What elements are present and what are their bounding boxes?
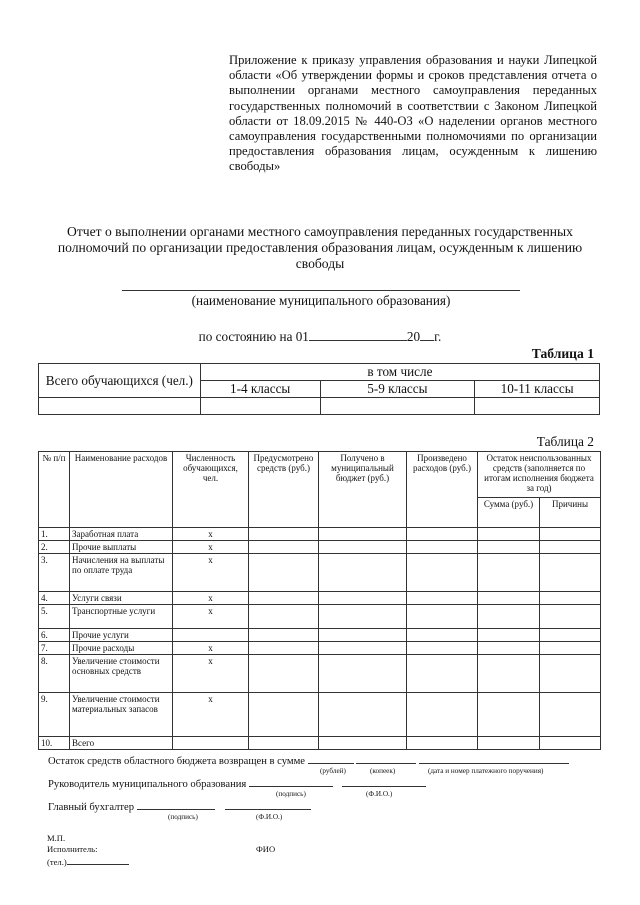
- received-cell[interactable]: [319, 655, 407, 693]
- phone-field[interactable]: [67, 855, 129, 865]
- accountant-line: [48, 800, 311, 813]
- planned-cell[interactable]: [249, 642, 319, 655]
- grade-header: 5-9 классы: [320, 381, 475, 398]
- rub-field[interactable]: [308, 754, 354, 764]
- stamp-mark: М.П.: [47, 833, 66, 843]
- sum-cell[interactable]: [478, 541, 540, 554]
- phone-label: (тел.): [47, 857, 67, 867]
- grade-cell[interactable]: [475, 398, 600, 415]
- spent-cell[interactable]: [407, 592, 478, 605]
- accountant-fio-field[interactable]: [225, 800, 311, 810]
- row-name: Всего: [70, 737, 173, 750]
- planned-cell[interactable]: [249, 605, 319, 629]
- payment-caption: (дата и номер платежного поручения): [428, 767, 544, 775]
- sum-cell[interactable]: [478, 554, 540, 592]
- row-name: Заработная плата: [70, 528, 173, 541]
- table2-caption: Таблица 2: [536, 434, 594, 449]
- accountant-fio-caption: (Ф.И.О.): [256, 813, 283, 821]
- head-signature-field[interactable]: [249, 777, 333, 787]
- row-name: Увеличение стоимости материальных запасов: [70, 693, 173, 737]
- row-num: 1.: [39, 528, 70, 541]
- header-planned: Предусмотрено средств (руб.): [249, 452, 319, 528]
- row-mark: х: [173, 554, 249, 592]
- planned-cell[interactable]: [249, 554, 319, 592]
- payment-field[interactable]: [419, 754, 569, 764]
- municipality-line[interactable]: [122, 290, 520, 291]
- received-cell[interactable]: [319, 554, 407, 592]
- as-of-year-prefix: 20: [406, 329, 421, 344]
- planned-cell[interactable]: [249, 629, 319, 642]
- executor-fio-label: ФИО: [256, 844, 276, 854]
- spent-cell[interactable]: [407, 541, 478, 554]
- row-num: 2.: [39, 541, 70, 554]
- header-received: Получено в муниципальный бюджет (руб.): [319, 452, 407, 528]
- planned-cell[interactable]: [249, 528, 319, 541]
- row-mark: х: [173, 642, 249, 655]
- reasons-cell[interactable]: [540, 629, 601, 642]
- returned-text: Остаток средств областного бюджета возвращен в сумме: [48, 756, 306, 767]
- appendix-text: Приложение к приказу управления образования и науки Липецкой области «Об утверждении формы и сроков представления отчета о выполнении органами местного самоуправления переданных государственных полномочий в соответствии с Законом Липецкой области от 18.09.2015 № 440-ОЗ «О наделении органов местного самоуправления государственными полномочиями по организации предоставления образования лицам, осужденным к лишению свободы»: [229, 53, 597, 174]
- header-reasons: Причины: [540, 498, 601, 528]
- table2: [38, 451, 601, 750]
- head-fio-caption: (Ф.И.О.): [366, 790, 393, 798]
- row-num: 10.: [39, 737, 70, 750]
- sum-cell[interactable]: [478, 655, 540, 693]
- total-students-cell[interactable]: [39, 398, 201, 415]
- header-remainder: Остаток неиспользованных средств (заполняется по итогам исполнения бюджета за год): [478, 452, 601, 498]
- sum-cell[interactable]: [478, 693, 540, 737]
- sum-cell[interactable]: [478, 629, 540, 642]
- row-num: 8.: [39, 655, 70, 693]
- spent-cell[interactable]: [407, 605, 478, 629]
- grade-cell[interactable]: [200, 398, 320, 415]
- row-mark: х: [173, 605, 249, 629]
- spent-cell[interactable]: [407, 528, 478, 541]
- received-cell[interactable]: [319, 528, 407, 541]
- total-students-header: Всего обучающихся (чел.): [39, 364, 201, 398]
- row-mark: [173, 737, 249, 750]
- as-of-suffix: г.: [434, 329, 442, 344]
- as-of-prefix: по состоянию на 01: [198, 329, 309, 344]
- reasons-cell[interactable]: [540, 554, 601, 592]
- returned-line: [48, 754, 569, 767]
- received-cell[interactable]: [319, 541, 407, 554]
- row-num: 7.: [39, 642, 70, 655]
- header-spent: Произведено расходов (руб.): [407, 452, 478, 528]
- row-name: Транспортные услуги: [70, 605, 173, 629]
- grade-cell[interactable]: [320, 398, 475, 415]
- received-cell[interactable]: [319, 605, 407, 629]
- planned-cell[interactable]: [249, 541, 319, 554]
- planned-cell[interactable]: [249, 693, 319, 737]
- grade-header: 1-4 классы: [200, 381, 320, 398]
- spent-cell[interactable]: [407, 693, 478, 737]
- reasons-cell[interactable]: [540, 737, 601, 750]
- row-name: Начисления на выплаты по оплате труда: [70, 554, 173, 592]
- sum-cell[interactable]: [478, 528, 540, 541]
- received-cell[interactable]: [319, 629, 407, 642]
- grade-header: 10-11 классы: [475, 381, 600, 398]
- kop-field[interactable]: [356, 754, 416, 764]
- received-cell[interactable]: [319, 693, 407, 737]
- row-num: 6.: [39, 629, 70, 642]
- row-name: Прочие расходы: [70, 642, 173, 655]
- row-mark: х: [173, 655, 249, 693]
- sum-cell[interactable]: [478, 592, 540, 605]
- row-num: 5.: [39, 605, 70, 629]
- reasons-cell[interactable]: [540, 541, 601, 554]
- month-field[interactable]: [309, 328, 407, 341]
- head-text: Руководитель муниципального образования: [48, 779, 247, 790]
- rub-caption: (рублей): [320, 767, 346, 775]
- head-signature-caption: (подпись): [276, 790, 306, 798]
- report-title: Отчет о выполнении органами местного самоуправления переданных государственных полномочий по организации предоставления образования лицам, осужденным к лишению свободы: [57, 224, 583, 271]
- sum-cell[interactable]: [478, 737, 540, 750]
- head-fio-field[interactable]: [342, 777, 426, 787]
- row-name: Прочие выплаты: [70, 541, 173, 554]
- row-mark: [173, 629, 249, 642]
- reasons-cell[interactable]: [540, 642, 601, 655]
- planned-cell[interactable]: [249, 655, 319, 693]
- row-name: Услуги связи: [70, 592, 173, 605]
- sum-cell[interactable]: [478, 642, 540, 655]
- year-field[interactable]: [420, 328, 434, 341]
- spent-cell[interactable]: [407, 642, 478, 655]
- row-name: Увеличение стоимости основных средств: [70, 655, 173, 693]
- table1-caption: Таблица 1: [531, 346, 594, 361]
- head-line: [48, 777, 426, 790]
- row-mark: х: [173, 592, 249, 605]
- spent-cell[interactable]: [407, 655, 478, 693]
- row-num: 4.: [39, 592, 70, 605]
- received-cell[interactable]: [319, 642, 407, 655]
- executor-label: Исполнитель:: [47, 844, 98, 854]
- row-mark: х: [173, 693, 249, 737]
- row-name: Прочие услуги: [70, 629, 173, 642]
- received-cell[interactable]: [319, 737, 407, 750]
- planned-cell[interactable]: [249, 592, 319, 605]
- received-cell[interactable]: [319, 592, 407, 605]
- kop-caption: (копеек): [370, 767, 396, 775]
- accountant-signature-field[interactable]: [137, 800, 215, 810]
- phone-line: [47, 855, 129, 868]
- reasons-cell[interactable]: [540, 605, 601, 629]
- sum-cell[interactable]: [478, 605, 540, 629]
- header-num: № п/п: [39, 452, 70, 528]
- header-name: Наименование расходов: [70, 452, 173, 528]
- spent-cell[interactable]: [407, 737, 478, 750]
- planned-cell[interactable]: [249, 737, 319, 750]
- row-num: 3.: [39, 554, 70, 592]
- spent-cell[interactable]: [407, 629, 478, 642]
- reasons-cell[interactable]: [540, 528, 601, 541]
- row-mark: х: [173, 528, 249, 541]
- header-sum: Сумма (руб.): [478, 498, 540, 528]
- row-mark: х: [173, 541, 249, 554]
- accountant-signature-caption: (подпись): [168, 813, 198, 821]
- accountant-text: Главный бухгалтер: [48, 802, 135, 813]
- municipality-caption: (наименование муниципального образования): [191, 293, 451, 308]
- header-students: Численность обучающихся, чел.: [173, 452, 249, 528]
- reasons-cell[interactable]: [540, 655, 601, 693]
- spent-cell[interactable]: [407, 554, 478, 592]
- row-num: 9.: [39, 693, 70, 737]
- as-of-date: [150, 328, 490, 345]
- reasons-cell[interactable]: [540, 693, 601, 737]
- including-header: в том числе: [200, 364, 599, 381]
- reasons-cell[interactable]: [540, 592, 601, 605]
- table1: [38, 363, 600, 415]
